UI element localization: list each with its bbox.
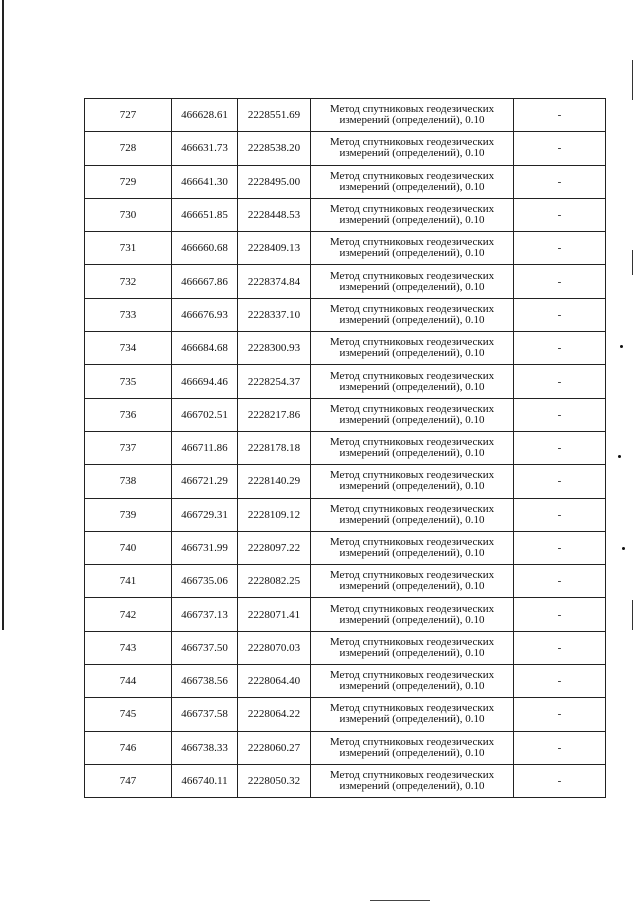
method-line-1: Метод спутниковых геодезических (329, 103, 495, 116)
point-number-cell: 737 (85, 431, 172, 464)
table-row (85, 731, 606, 764)
scan-margin-line (2, 0, 4, 630)
method-line-1: Метод спутниковых геодезических (329, 136, 495, 149)
coordinates-table-body (85, 99, 606, 798)
table-row (85, 631, 606, 664)
y-coordinate-cell: 2228060.27 (238, 731, 311, 764)
scan-speck (622, 547, 625, 550)
point-number-cell: 740 (85, 531, 172, 564)
method-line-1: Метод спутниковых геодезических (329, 569, 495, 582)
table-row (85, 465, 606, 498)
method-line-1: Метод спутниковых геодезических (329, 369, 495, 382)
method-line-2: измерений (определений), 0.10 (339, 580, 485, 593)
method-cell (311, 698, 514, 731)
method-line-1: Метод спутниковых геодезических (329, 302, 495, 315)
description-cell: - (514, 631, 606, 664)
method-line-2: измерений (определений), 0.10 (339, 214, 485, 227)
method-line-2: измерений (определений), 0.10 (339, 380, 485, 393)
method-cell (311, 465, 514, 498)
y-coordinate-cell: 2228254.37 (238, 365, 311, 398)
method-line-1: Метод спутниковых геодезических (329, 436, 495, 449)
x-coordinate-cell: 466684.68 (172, 332, 238, 365)
table-row (85, 398, 606, 431)
point-number-cell: 729 (85, 165, 172, 198)
point-number-cell: 746 (85, 731, 172, 764)
description-cell: - (514, 298, 606, 331)
description-cell: - (514, 598, 606, 631)
method-line-2: измерений (определений), 0.10 (339, 713, 485, 726)
method-line-2: измерений (определений), 0.10 (339, 646, 485, 659)
description-cell: - (514, 332, 606, 365)
table-row (85, 298, 606, 331)
scan-edge-mark (632, 250, 633, 275)
method-line-2: измерений (определений), 0.10 (339, 547, 485, 559)
y-coordinate-cell: 2228551.69 (238, 99, 311, 132)
description-cell: - (514, 531, 606, 564)
method-line-1: Метод спутниковых геодезических (329, 169, 495, 182)
method-line-2: измерений (определений), 0.10 (339, 447, 485, 460)
x-coordinate-cell: 466641.30 (172, 165, 238, 198)
method-line-1: Метод спутниковых геодезических (329, 203, 495, 216)
description-cell: - (514, 764, 606, 797)
y-coordinate-cell: 2228082.25 (238, 565, 311, 598)
point-number-cell: 742 (85, 598, 172, 631)
y-coordinate-cell: 2228064.40 (238, 665, 311, 698)
description-cell: - (514, 565, 606, 598)
method-cell (311, 598, 514, 631)
description-cell: - (514, 465, 606, 498)
x-coordinate-cell: 466694.46 (172, 365, 238, 398)
point-number-cell: 731 (85, 232, 172, 265)
table-row (85, 132, 606, 165)
method-cell (311, 764, 514, 797)
table-row (85, 365, 606, 398)
method-cell (311, 298, 514, 331)
y-coordinate-cell: 2228097.22 (238, 531, 311, 564)
table-row (85, 565, 606, 598)
x-coordinate-cell: 466667.86 (172, 265, 238, 298)
method-cell (311, 398, 514, 431)
method-line-2: измерений (определений), 0.10 (339, 480, 485, 493)
x-coordinate-cell: 466729.31 (172, 498, 238, 531)
x-coordinate-cell: 466738.33 (172, 731, 238, 764)
method-line-2: измерений (определений), 0.10 (339, 280, 485, 293)
y-coordinate-cell: 2228409.13 (238, 232, 311, 265)
method-cell (311, 198, 514, 231)
method-line-1: Метод спутниковых геодезических (329, 536, 495, 548)
point-number-cell: 727 (85, 99, 172, 132)
y-coordinate-cell: 2228448.53 (238, 198, 311, 231)
method-line-2: измерений (определений), 0.10 (339, 180, 485, 193)
coordinates-table (84, 98, 606, 798)
y-coordinate-cell: 2228178.18 (238, 431, 311, 464)
x-coordinate-cell: 466735.06 (172, 565, 238, 598)
description-cell: - (514, 398, 606, 431)
x-coordinate-cell: 466731.99 (172, 531, 238, 564)
description-cell: - (514, 132, 606, 165)
table-row (85, 764, 606, 797)
method-line-2: измерений (определений), 0.10 (339, 347, 485, 360)
y-coordinate-cell: 2228538.20 (238, 132, 311, 165)
point-number-cell: 741 (85, 565, 172, 598)
method-cell (311, 631, 514, 664)
x-coordinate-cell: 466631.73 (172, 132, 238, 165)
method-line-2: измерений (определений), 0.10 (339, 413, 485, 426)
table-row (85, 531, 606, 564)
table-row (85, 99, 606, 132)
table-row (85, 332, 606, 365)
x-coordinate-cell: 466651.85 (172, 198, 238, 231)
y-coordinate-cell: 2228495.00 (238, 165, 311, 198)
method-line-2: измерений (определений), 0.10 (339, 147, 485, 160)
point-number-cell: 738 (85, 465, 172, 498)
x-coordinate-cell: 466740.11 (172, 764, 238, 797)
method-line-1: Метод спутниковых геодезических (329, 669, 495, 682)
x-coordinate-cell: 466702.51 (172, 398, 238, 431)
point-number-cell: 728 (85, 132, 172, 165)
table-row (85, 431, 606, 464)
method-cell (311, 531, 514, 564)
method-cell (311, 565, 514, 598)
description-cell: - (514, 165, 606, 198)
method-line-1: Метод спутниковых геодезических (329, 469, 495, 482)
method-line-2: измерений (определений), 0.10 (339, 613, 485, 626)
description-cell: - (514, 265, 606, 298)
y-coordinate-cell: 2228070.03 (238, 631, 311, 664)
table-row (85, 665, 606, 698)
method-cell (311, 265, 514, 298)
scan-edge-mark (632, 600, 633, 630)
table-row (85, 265, 606, 298)
method-line-1: Метод спутниковых геодезических (329, 402, 495, 415)
method-line-1: Метод спутниковых геодезических (329, 602, 495, 615)
x-coordinate-cell: 466676.93 (172, 298, 238, 331)
point-number-cell: 744 (85, 665, 172, 698)
description-cell: - (514, 431, 606, 464)
method-line-1: Метод спутниковых геодезических (329, 735, 495, 748)
method-line-1: Метод спутниковых геодезических (329, 336, 495, 349)
description-cell: - (514, 698, 606, 731)
description-cell: - (514, 198, 606, 231)
point-number-cell: 736 (85, 398, 172, 431)
point-number-cell: 747 (85, 764, 172, 797)
method-line-2: измерений (определений), 0.10 (339, 680, 485, 693)
point-number-cell: 739 (85, 498, 172, 531)
description-cell: - (514, 232, 606, 265)
method-cell (311, 232, 514, 265)
method-line-2: измерений (определений), 0.10 (339, 513, 485, 526)
x-coordinate-cell: 466721.29 (172, 465, 238, 498)
method-cell (311, 365, 514, 398)
method-cell (311, 165, 514, 198)
description-cell: - (514, 365, 606, 398)
table-row (85, 198, 606, 231)
method-line-2: измерений (определений), 0.10 (339, 247, 485, 260)
point-number-cell: 730 (85, 198, 172, 231)
method-line-1: Метод спутниковых геодезических (329, 502, 495, 515)
method-line-1: Метод спутниковых геодезических (329, 702, 495, 715)
y-coordinate-cell: 2228109.12 (238, 498, 311, 531)
point-number-cell: 745 (85, 698, 172, 731)
description-cell: - (514, 731, 606, 764)
scan-edge-mark (632, 60, 633, 100)
method-cell (311, 332, 514, 365)
method-line-1: Метод спутниковых геодезических (329, 236, 495, 249)
point-number-cell: 734 (85, 332, 172, 365)
table-row (85, 498, 606, 531)
y-coordinate-cell: 2228140.29 (238, 465, 311, 498)
point-number-cell: 743 (85, 631, 172, 664)
description-cell: - (514, 665, 606, 698)
method-line-1: Метод спутниковых геодезических (329, 269, 495, 282)
x-coordinate-cell: 466711.86 (172, 431, 238, 464)
method-line-2: измерений (определений), 0.10 (339, 313, 485, 326)
x-coordinate-cell: 466737.13 (172, 598, 238, 631)
y-coordinate-cell: 2228071.41 (238, 598, 311, 631)
description-cell: - (514, 498, 606, 531)
scan-speck (618, 455, 621, 458)
footer-rule (370, 900, 430, 901)
method-line-1: Метод спутниковых геодезических (329, 769, 495, 782)
method-line-2: измерений (определений), 0.10 (339, 746, 485, 759)
method-line-2: измерений (определений), 0.10 (339, 114, 485, 127)
method-cell (311, 665, 514, 698)
x-coordinate-cell: 466660.68 (172, 232, 238, 265)
y-coordinate-cell: 2228064.22 (238, 698, 311, 731)
y-coordinate-cell: 2228300.93 (238, 332, 311, 365)
y-coordinate-cell: 2228337.10 (238, 298, 311, 331)
point-number-cell: 732 (85, 265, 172, 298)
method-cell (311, 498, 514, 531)
method-line-1: Метод спутниковых геодезических (329, 635, 495, 648)
table-row (85, 232, 606, 265)
method-cell (311, 731, 514, 764)
x-coordinate-cell: 466738.56 (172, 665, 238, 698)
y-coordinate-cell: 2228050.32 (238, 764, 311, 797)
method-cell (311, 431, 514, 464)
method-line-2: измерений (определений), 0.10 (339, 780, 485, 793)
y-coordinate-cell: 2228374.84 (238, 265, 311, 298)
description-cell: - (514, 99, 606, 132)
method-cell (311, 99, 514, 132)
scan-speck (620, 345, 623, 348)
table-row (85, 165, 606, 198)
x-coordinate-cell: 466737.58 (172, 698, 238, 731)
x-coordinate-cell: 466737.50 (172, 631, 238, 664)
point-number-cell: 733 (85, 298, 172, 331)
table-row (85, 598, 606, 631)
point-number-cell: 735 (85, 365, 172, 398)
method-cell (311, 132, 514, 165)
y-coordinate-cell: 2228217.86 (238, 398, 311, 431)
x-coordinate-cell: 466628.61 (172, 99, 238, 132)
table-row (85, 698, 606, 731)
